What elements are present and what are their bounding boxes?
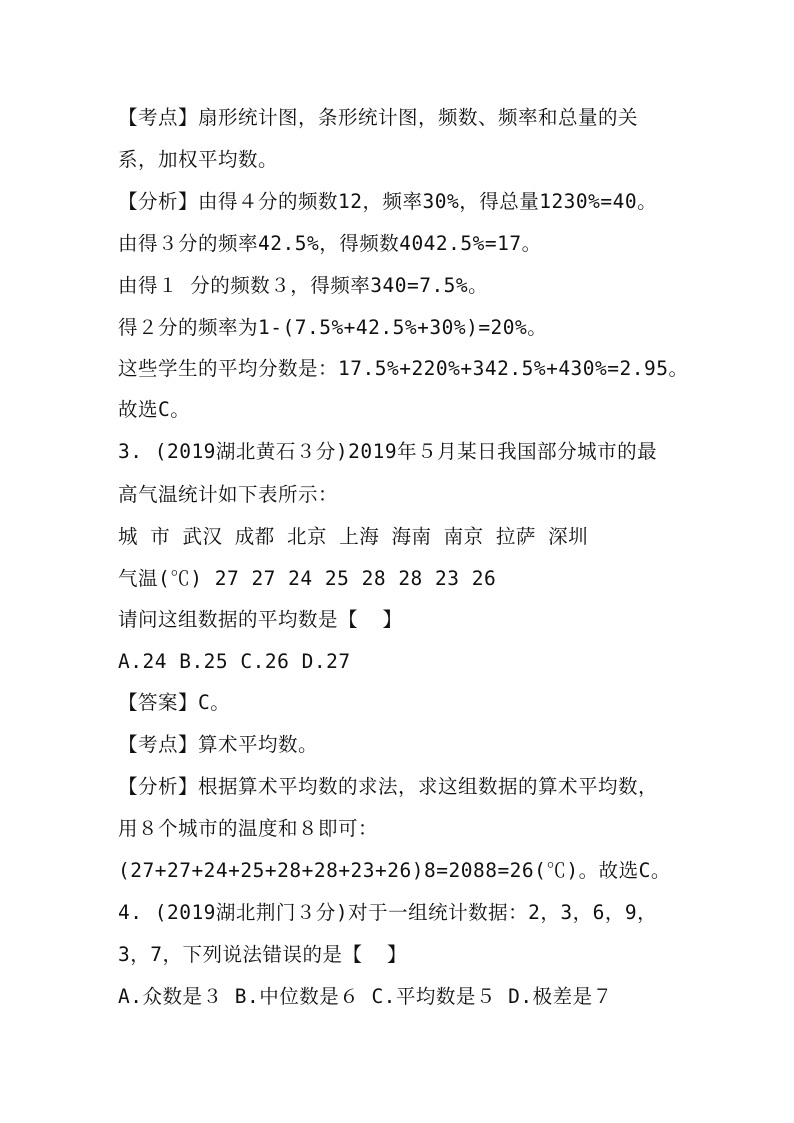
text-line: 故选C。 [118,398,191,421]
question-4-stem: 4. (2019湖北荆门３分)对于一组统计数据：2，3，6，9， [118,901,658,924]
text-line: 由得３分的频率42.5%，得频数4042.5%=17。 [118,232,542,255]
answer-options: A.众数是３ B.中位数是６ C.平均数是５ D.极差是７ [118,985,613,1008]
table-row-cities: 城 市 武汉 成都 北京 上海 海南 南京 拉萨 深圳 [118,525,589,548]
text-line: 【考点】扇形统计图，条形统计图，频数、频率和总量的关 [118,106,639,129]
text-line: 系，加权平均数。 [118,148,279,171]
text-line: 得２分的频率为1-(7.5%+42.5%+30%)=20%。 [118,316,548,339]
text-line: 【分析】由得４分的频数12，频率30%，得总量1230%=40。 [118,190,658,213]
table-row-temperatures: 气温(℃) 27 27 24 25 28 28 23 26 [118,567,497,590]
text-line: 用８个城市的温度和８即可： [118,817,379,840]
text-line: 高气温统计如下表所示： [118,483,339,506]
answer-options: A.24 B.25 C.26 D.27 [118,650,351,673]
text-line: 3，7，下列说法错误的是【 】 [118,943,407,966]
text-line: 请问这组数据的平均数是【 】 [118,608,403,631]
text-line: 这些学生的平均分数是：17.5%+220%+342.5%+430%=2.95。 [118,357,689,380]
answer-line: 【答案】C。 [118,691,231,714]
text-line: 由得１ 分的频数３，得频率340=7.5%。 [118,274,489,297]
text-line: 【分析】根据算术平均数的求法，求这组数据的算术平均数， [118,775,659,798]
text-line: 【考点】算术平均数。 [118,733,319,756]
question-3-stem: 3. (2019湖北黄石３分)2019年５月某日我国部分城市的最 [118,440,658,463]
text-line: (27+27+24+25+28+28+23+26)8=2088=26(℃)。故选C。 [118,859,671,882]
